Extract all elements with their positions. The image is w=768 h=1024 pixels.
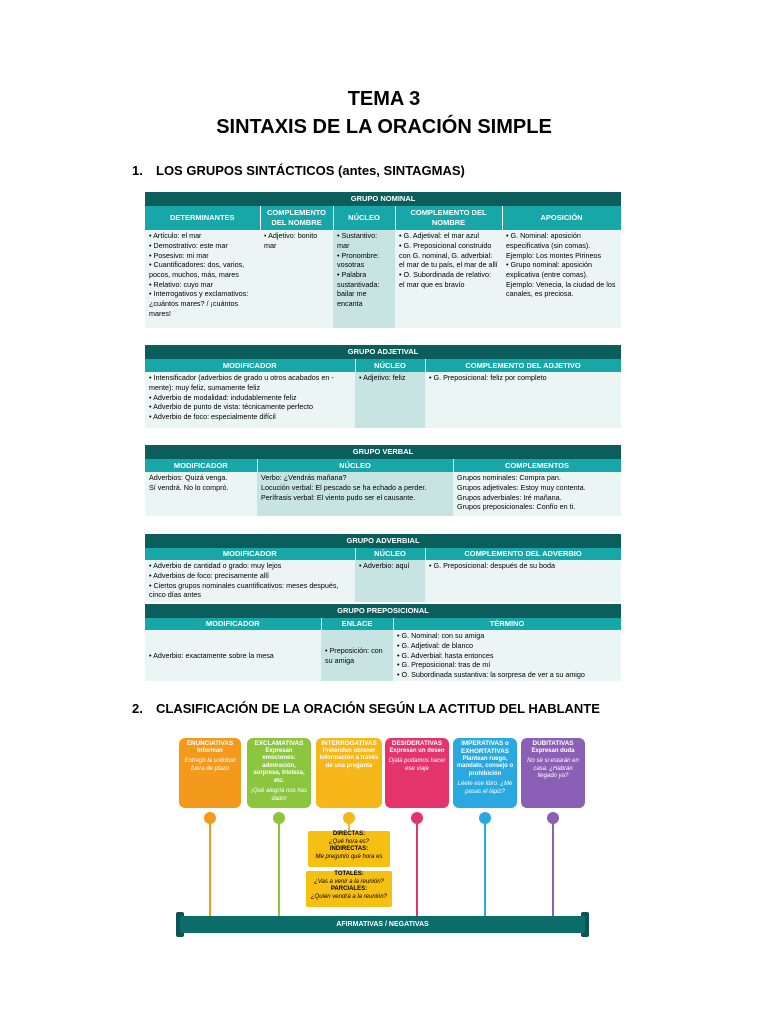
list-item: • Adverbios de foco: precisamente allí: [149, 571, 351, 581]
column-header: COMPLEMENTO DEL ADJETIVO: [425, 359, 621, 372]
card-example: Léete ese libro. ¿Me pasas el lápiz?: [457, 781, 513, 795]
card-exclamativas: [247, 738, 311, 808]
list-item: • G. Nominal: aposición especificativa (sin comas). Ejemplo: Los montes Pirineos: [506, 231, 617, 260]
table-cell: [453, 472, 621, 516]
afirmativas-negativas-bar: AFIRMATIVAS / NEGATIVAS: [180, 916, 585, 933]
list-item: • Adjetivo: bonito mar: [264, 231, 329, 250]
list-item: • O. Subordinada sustantiva: la sorpresa de ver a su amigo: [397, 670, 617, 680]
list-item: • G. Preposicional: tras de mí: [397, 660, 617, 670]
section-1-heading: [132, 163, 465, 178]
table-cell: [145, 372, 355, 428]
card-desiderativas: [385, 738, 449, 808]
section-label: LOS GRUPOS SINTÁCTICOS (antes, SINTAGMAS): [156, 163, 465, 178]
table-cell: [355, 372, 425, 428]
section-number: 1.: [132, 163, 143, 178]
cell-line: Grupos adverbiales: Iré mañana.: [457, 492, 562, 502]
list-item: • Interrogativos y exclamativos: ¿cuántos mares? / ¡cuántos mares!: [149, 289, 256, 318]
cell-line: Sí vendrá. No lo compró.: [149, 482, 229, 492]
column-header: COMPLEMENTO DEL NOMBRE: [260, 206, 333, 230]
section-label: CLASIFICACIÓN DE LA ORACIÓN SEGÚN LA ACTITUD DEL HABLANTE: [156, 701, 600, 716]
table-cell: [502, 230, 621, 328]
list-item: • Demostrativo: este mar: [149, 241, 256, 251]
card-title: DESIDERATIVAS: [391, 740, 443, 747]
card-example: Entregó la solicitud fuera de plazo: [184, 758, 236, 772]
card-example: No sé si estarán en casa. ¿Habrán llegado ya?: [527, 758, 579, 780]
table-cell: [425, 372, 621, 428]
list-item: • G. Adjetival: de blanco: [397, 641, 617, 651]
box-example: ¿Qué hora es?: [328, 838, 370, 845]
column-header: TÉRMINO: [393, 618, 621, 630]
card-imperativas: [453, 738, 517, 808]
box-example: ¿Vas a venir a la reunión?: [314, 878, 384, 885]
cell-line: Verbo: ¿Vendrás mañana?: [261, 473, 347, 483]
column-header: NÚCLEO: [333, 206, 395, 230]
list-item: • G. Preposicional: después de su boda: [429, 561, 617, 571]
card-title: DUBITATIVAS: [532, 740, 574, 747]
table-cell: [257, 472, 453, 516]
list-item: • Adverbio: exactamente sobre la mesa: [149, 651, 317, 661]
box-label: PARCIALES:: [330, 886, 368, 892]
column-header: NÚCLEO: [355, 359, 425, 372]
grupo-preposicional-table: [145, 604, 622, 681]
list-item: • Adjetivo: feliz: [359, 373, 421, 383]
list-item: • Intensificador (adverbios de grado u otros acabados en -mente): muy feliz, sumamente feliz: [149, 373, 351, 392]
table-band-title: GRUPO ADVERBIAL: [145, 534, 621, 548]
box-example: ¿Quién vendrá a la reunión?: [310, 893, 388, 900]
card-interrogativas: [316, 738, 382, 808]
column-header: COMPLEMENTO DEL NOMBRE: [395, 206, 502, 230]
card-title: IMPERATIVAS o EXHORTATIVAS: [461, 740, 509, 755]
card-description: Expresan un deseo: [389, 747, 445, 754]
table-cell: [321, 630, 393, 681]
list-item: • Adverbio de modalidad: indudablemente feliz: [149, 393, 351, 403]
cell-line: Adverbios: Quizá venga.: [149, 473, 228, 483]
column-header: COMPLEMENTO DEL ADVERBIO: [425, 548, 621, 560]
table-cell: [355, 560, 425, 602]
pin-stem: [278, 822, 280, 916]
cell-line: Grupos preposicionales: Confío en ti.: [457, 502, 576, 512]
list-item: • Grupo nominal: aposición explicativa (entre comas). Ejemplo: Venecia, la ciudad de los canales, es preciosa.: [506, 260, 617, 299]
column-header: MODIFICADOR: [145, 548, 355, 560]
column-header: DETERMINANTES: [145, 206, 260, 230]
box-label: DIRECTAS:: [332, 831, 366, 837]
table-cell: [260, 230, 333, 328]
card-example: ¡Qué alegría nos has dado!: [250, 788, 308, 802]
grupo-verbal-table: [145, 445, 622, 516]
list-item: • G. Nominal: con su amiga: [397, 631, 617, 641]
pin-stem: [348, 822, 350, 830]
table-cell: [145, 560, 355, 602]
table-band-title: GRUPO VERBAL: [145, 445, 621, 459]
card-enunciativas: [179, 738, 241, 808]
list-item: • Adverbio de foco: especialmente difícil: [149, 412, 351, 422]
table-band-title: GRUPO NOMINAL: [145, 192, 621, 206]
card-example: Ojalá podamos hacer ese viaje: [388, 758, 446, 772]
list-item: • Cuantificadores: dos, varios, pocos, muchos, más, mares: [149, 260, 256, 279]
list-item: • Artículo: el mar: [149, 231, 256, 241]
column-header: NÚCLEO: [257, 459, 453, 472]
cell-line: Grupos nominales: Compra pan.: [457, 473, 561, 483]
list-item: • Ciertos grupos nominales cuantificativos: meses después, cinco días antes: [149, 581, 351, 600]
card-description: Expresan emociones: admiración, sorpresa, tristeza, etc.: [253, 747, 305, 784]
card-description: Pretenden obtener información a través de una pregunta: [319, 747, 379, 769]
list-item: • Relativo: cuyo mar: [149, 280, 256, 290]
card-description: Expresan duda: [531, 747, 575, 754]
cell-line: Grupos adjetivales: Estoy muy contenta.: [457, 482, 586, 492]
pin-stem: [209, 822, 211, 916]
card-title: INTERROGATIVAS: [321, 740, 377, 747]
list-item: • O. Subordinada de relativo: el mar que es bravío: [399, 270, 498, 289]
section-2-heading: [132, 701, 600, 716]
box-example: Me pregunto qué hora es: [315, 853, 383, 860]
pin-stem: [416, 822, 418, 916]
column-header: NÚCLEO: [355, 548, 425, 560]
table-cell: [145, 230, 260, 328]
card-description: Plantean ruego, mandato, consejo o prohibición: [456, 755, 514, 777]
grupo-adverbial-table: [145, 534, 622, 602]
table-cell: [333, 230, 395, 328]
list-item: • Palabra sustantivada: bailar me encanta: [337, 270, 391, 309]
interrogativas-totales-box: [306, 871, 392, 907]
table-cell: [145, 472, 257, 516]
grupo-adjetival-table: [145, 345, 622, 428]
table-band-title: GRUPO ADJETIVAL: [145, 345, 621, 359]
column-header: APOSICIÓN: [502, 206, 621, 230]
card-title: EXCLAMATIVAS: [254, 740, 304, 747]
cell-line: Perífrasis verbal: El viento pudo ser el causante.: [261, 492, 416, 502]
section-number: 2.: [132, 701, 143, 716]
card-dubitativas: [521, 738, 585, 808]
list-item: • Adverbio: aquí: [359, 561, 421, 571]
column-header: ENLACE: [321, 618, 393, 630]
column-header: COMPLEMENTOS: [453, 459, 621, 472]
table-cell: [425, 560, 621, 602]
pin-stem: [484, 822, 486, 916]
list-item: • G. Preposicional: feliz por completo: [429, 373, 617, 383]
pin-stem: [552, 822, 554, 916]
list-item: • G. Adverbial: hasta entonces: [397, 651, 617, 661]
box-label: TOTALES:: [334, 871, 364, 877]
list-item: • G. Adjetival: el mar azul: [399, 231, 498, 241]
column-header: MODIFICADOR: [145, 359, 355, 372]
list-item: • Sustantivo: mar: [337, 231, 391, 250]
list-item: • Adverbio de punto de vista: técnicamente perfecto: [149, 402, 351, 412]
table-cell: [395, 230, 502, 328]
box-label: INDIRECTAS:: [329, 846, 369, 852]
list-item: • G. Preposicional construido con G. nominal, G. adverbial: el mar de tu país, el mar de allí: [399, 241, 498, 270]
list-item: • Pronombre: vosotras: [337, 251, 391, 270]
table-band-title: GRUPO PREPOSICIONAL: [145, 604, 621, 618]
cell-line: Locución verbal: El pescado se ha echado a perder.: [261, 482, 427, 492]
document-title: TEMA 3: [347, 88, 421, 110]
card-title: ENUNCIATIVAS: [186, 740, 234, 747]
table-cell: [393, 630, 621, 681]
grupo-nominal-table: [145, 192, 622, 328]
table-cell: [145, 630, 321, 681]
list-item: • Preposición: con su amiga: [325, 646, 389, 665]
list-item: • Posesivo: mi mar: [149, 251, 256, 261]
column-header: MODIFICADOR: [145, 618, 321, 630]
card-description: Informan: [197, 747, 223, 754]
list-item: • Adverbio de cantidad o grado: muy lejos: [149, 561, 351, 571]
column-header: MODIFICADOR: [145, 459, 257, 472]
document-subtitle: SINTAXIS DE LA ORACIÓN SIMPLE: [216, 116, 552, 138]
interrogativas-directas-box: [308, 831, 390, 867]
